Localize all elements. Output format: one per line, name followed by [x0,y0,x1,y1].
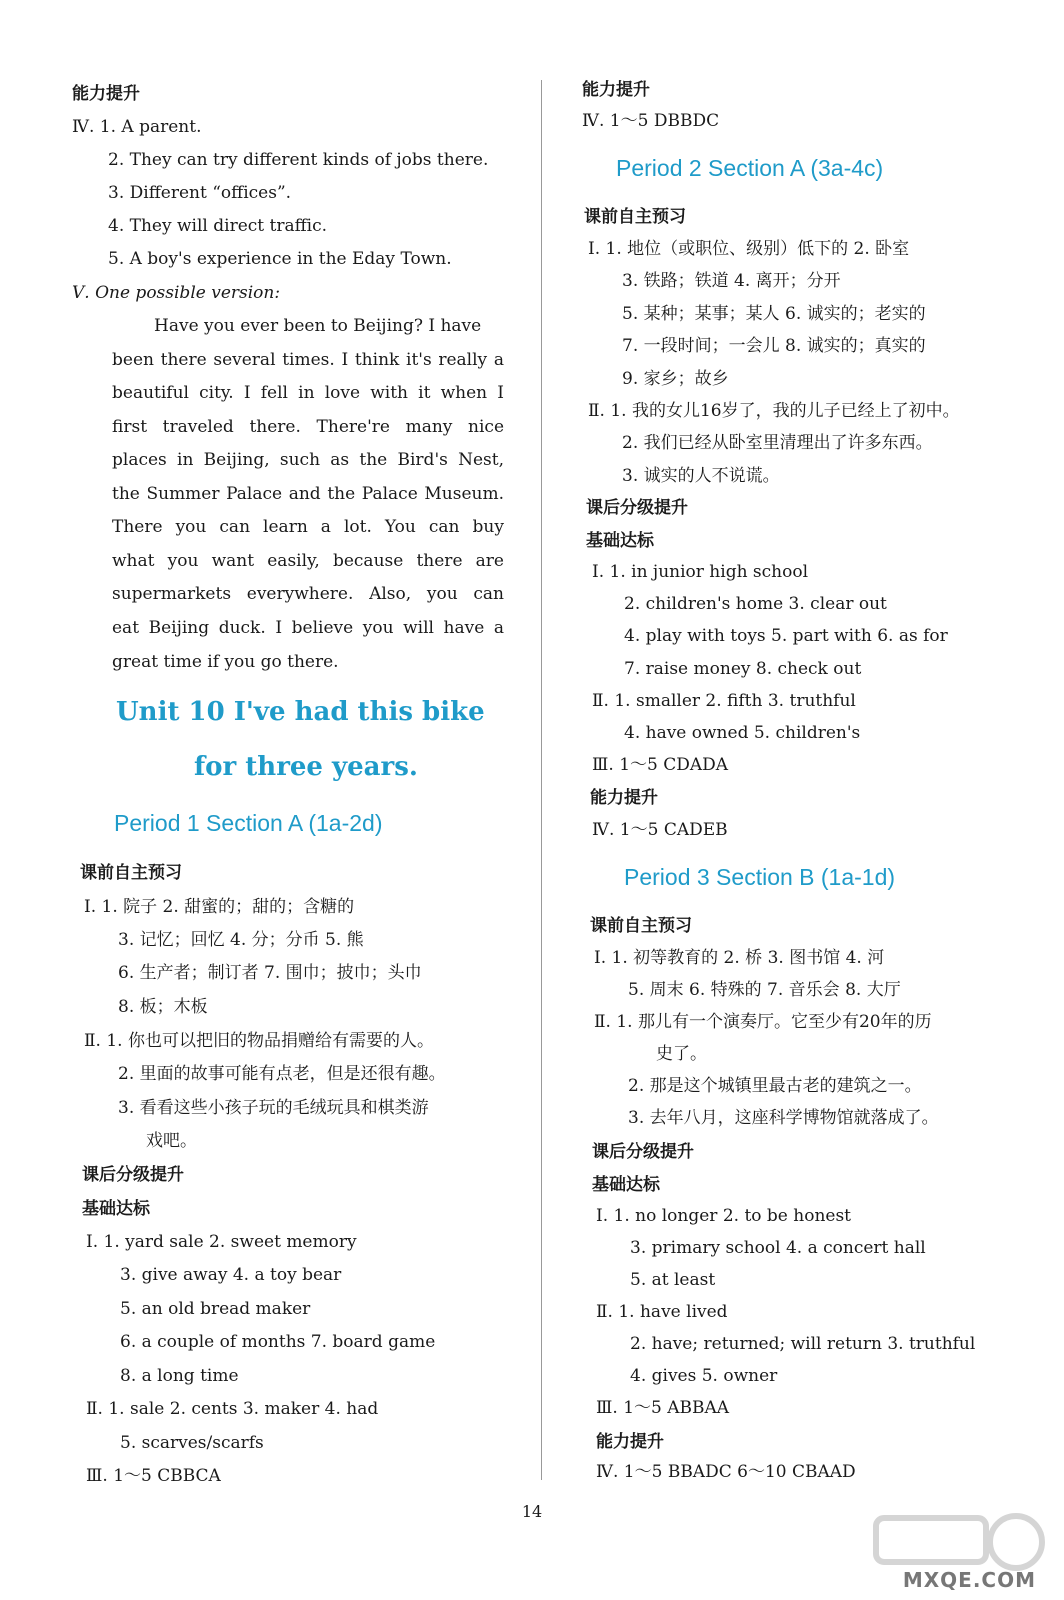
section-heading: 课后分级提升 [82,1165,184,1185]
answer-line: 3. 记忆；回忆 4. 分；分币 5. 熊 [118,930,364,950]
answer-line: Ⅳ. 1～5 CADEB [592,820,728,840]
section-heading: 课后分级提升 [592,1142,694,1162]
answer-line: 2. have; returned; will return 3. truthful [630,1334,976,1354]
answer-line: Ⅰ. 1. 院子 2. 甜蜜的；甜的；含糖的 [84,897,355,917]
answer-line: Ⅰ. 1. 初等教育的 2. 桥 3. 图书馆 4. 河 [594,948,885,968]
answer-line: 3. 去年八月，这座科学博物馆就落成了。 [628,1108,939,1128]
section-heading: 能力提升 [582,80,650,100]
answer-line: Ⅱ. 1. 你也可以把旧的物品捐赠给有需要的人。 [84,1031,434,1051]
answer-line: great time if you go there. [112,652,339,672]
answer-line: Ⅱ. 1. 那儿有一个演奏厅。它至少有20年的历 [594,1012,932,1032]
period-heading: Period 1 Section A (1a-2d) [114,810,383,836]
answer-line: 2. children's home 3. clear out [624,594,887,614]
period-heading: Period 3 Section B (1a-1d) [624,864,896,890]
answer-line: Ⅱ. 1. smaller 2. fifth 3. truthful [592,691,856,711]
answer-line: Ⅰ. 1. yard sale 2. sweet memory [86,1232,357,1252]
essay-line: what you want easily, because there are [112,551,504,571]
answer-line: 3. give away 4. a toy bear [120,1265,342,1285]
answer-line: 5. an old bread maker [120,1299,311,1319]
answer-line: 3. 看看这些小孩子玩的毛绒玩具和棋类游 [118,1098,429,1118]
section-heading: 能力提升 [590,788,658,808]
answer-line: 6. a couple of months 7. board game [120,1332,436,1352]
answer-line: Ⅳ. 1～5 DBBDC [582,111,720,131]
answer-line: Ⅲ. 1～5 CBBCA [86,1466,221,1486]
answer-line: Ⅰ. 1. 地位（或职位、级别）低下的 2. 卧室 [588,239,910,259]
section-heading: 能力提升 [596,1432,664,1452]
answer-line: 2. 那是这个城镇里最古老的建筑之一。 [628,1076,922,1096]
essay-line: supermarkets everywhere. Also, you can [112,584,504,604]
answer-line: Ⅱ. 1. 我的女儿16岁了，我的儿子已经上了初中。 [588,401,960,421]
unit-title: for three years. [194,752,418,782]
page-number: 14 [521,1502,543,1521]
answer-line: Ⅰ. 1. in junior high school [592,562,809,582]
answer-line: Ⅳ. 1. A parent. [72,117,202,137]
answer-line: 7. 一段时间；一会儿 8. 诚实的；真实的 [622,336,926,356]
section-heading: 基础达标 [592,1175,660,1195]
section-heading: 课前自主预习 [584,207,686,227]
essay-line: Ⅴ. One possible version: [72,283,281,303]
answer-line: 3. primary school 4. a concert hall [630,1238,926,1258]
answer-line: 史了。 [656,1044,707,1064]
answer-line: Ⅱ. 1. have lived [596,1302,728,1322]
answer-line: Have you ever been to Beijing? I have [154,316,482,336]
answer-line: 3. 诚实的人不说谎。 [622,466,780,486]
answer-line: 4. play with toys 5. part with 6. as for [624,626,948,646]
answer-line: Ⅱ. 1. sale 2. cents 3. maker 4. had [86,1399,379,1419]
essay-line: eat Beijing duck. I believe you will have a [112,618,504,638]
essay-line: first traveled there. There're many nice [112,417,504,437]
answer-line: 7. raise money 8. check out [624,659,862,679]
section-heading: 能力提升 [72,84,140,104]
answer-line: 5. 某种；某事；某人 6. 诚实的；老实的 [622,304,926,324]
answer-line: Ⅰ. 1. no longer 2. to be honest [596,1206,852,1226]
answer-line: 6. 生产者；制订者 7. 围巾；披巾；头巾 [118,963,422,983]
answer-line: Ⅲ. 1～5 CDADA [592,755,729,775]
answer-line: 4. gives 5. owner [630,1366,778,1386]
answer-line: 5. scarves/scarfs [120,1433,264,1453]
column-divider [541,80,542,1480]
essay-line: been there several times. I think it's really a [112,350,504,370]
answer-line: Ⅳ. 1～5 BBADC 6～10 CBAAD [596,1462,856,1482]
essay-line: beautiful city. I fell in love with it when I [112,383,504,403]
section-heading: 基础达标 [586,531,654,551]
section-heading: 基础达标 [82,1199,150,1219]
answer-line: 5. at least [630,1270,716,1290]
answer-line: 3. 铁路；铁道 4. 离开；分开 [622,271,841,291]
unit-title: Unit 10 I've had this bike [116,697,485,727]
answer-line: 8. a long time [120,1366,239,1386]
answer-line: 3. Different “offices”. [108,183,292,203]
answer-line: 2. 我们已经从卧室里清理出了许多东西。 [622,433,933,453]
answer-line: 戏吧。 [146,1131,197,1151]
watermark-text: MXQE.COM [902,1568,1036,1592]
answer-line: 2. 里面的故事可能有点老，但是还很有趣。 [118,1064,446,1084]
essay-line: the Summer Palace and the Palace Museum. [112,484,504,504]
answer-line: 8. 板；木板 [118,997,208,1017]
section-heading: 课后分级提升 [586,498,688,518]
answer-line: 5. 周末 6. 特殊的 7. 音乐会 8. 大厅 [628,980,901,1000]
period-heading: Period 2 Section A (3a-4c) [616,155,884,181]
answer-line: 4. They will direct traffic. [108,216,328,236]
answer-line: 4. have owned 5. children's [624,723,861,743]
answer-line: Ⅲ. 1～5 ABBAA [596,1398,730,1418]
essay-line: places in Beijing, such as the Bird's Nest, [112,450,504,470]
section-heading: 课前自主预习 [80,863,182,883]
answer-line: 5. A boy's experience in the Eday Town. [108,249,452,269]
essay-line: There you can learn a lot. You can buy [112,517,504,537]
section-heading: 课前自主预习 [590,916,692,936]
answer-line: 9. 家乡；故乡 [622,369,729,389]
answer-line: 2. They can try different kinds of jobs there. [108,150,489,170]
